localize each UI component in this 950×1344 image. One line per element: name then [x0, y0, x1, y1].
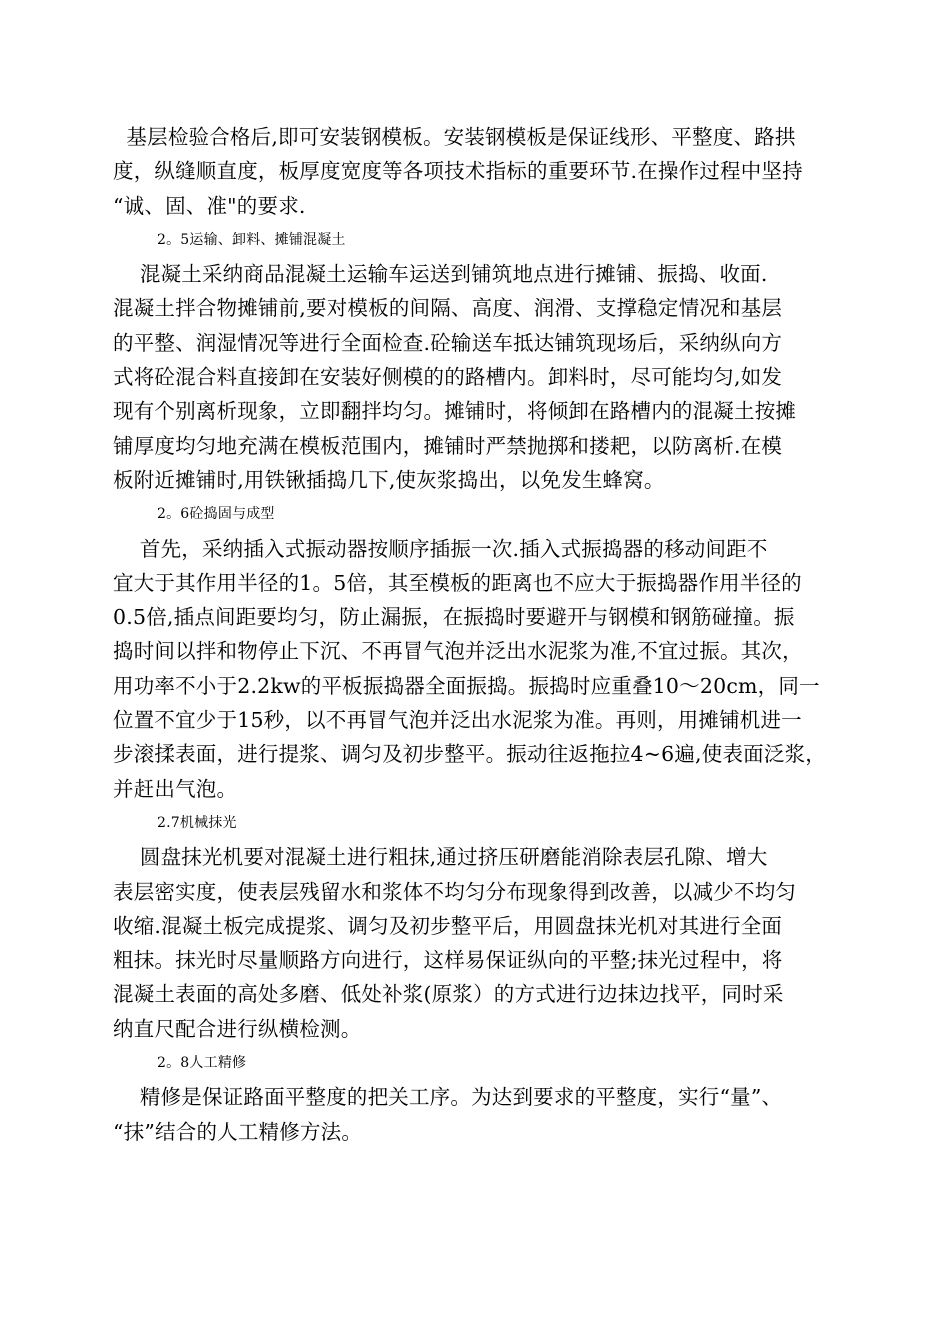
text-line: 收缩.混凝土板完成提浆、调匀及初步整平后，用圆盘抹光机对其进行全面	[113, 913, 783, 938]
text-line: 圆盘抹光机要对混凝土进行粗抹,通过挤压研磨能消除表层孔隙、增大	[113, 845, 768, 870]
text-line: “诚、固、准"的要求.	[113, 193, 306, 218]
section-heading: 2。8人工精修	[157, 1055, 247, 1072]
text-line: 0.5倍,插点间距要均匀，防止漏振，在振捣时要避开与钢模和钢筋碰撞。振	[113, 605, 795, 630]
text-line: 位置不宜少于15秒，以不再冒气泡并泛出水泥浆为准。再则，用摊铺机进一	[113, 708, 802, 733]
text-line: 精修是保证路面平整度的把关工序。为达到要求的平整度，实行“量”、	[113, 1085, 783, 1110]
text-line: 宜大于其作用半径的1。5倍，其至模板的距离也不应大于振捣器作用半径的	[113, 570, 802, 595]
text-line: 首先，采纳插入式振动器按顺序插振一次.插入式振捣器的移动间距不	[113, 536, 768, 561]
text-line: 捣时间以拌和物停止下沉、不再冒气泡并泛出水泥浆为准,不宜过振。其次，	[113, 639, 803, 664]
text-line: 的平整、润湿情况等进行全面检查.砼输送车抵达铺筑现场后，采纳纵向方	[113, 330, 783, 355]
text-line: 粗抹。抹光时尽量顺路方向进行，这样易保证纵向的平整;抹光过程中，将	[113, 948, 783, 973]
section-heading: 2.7机械抹光	[157, 814, 237, 831]
text-line: 用功率不小于2.2kw的平板振捣器全面振捣。振捣时应重叠10～20cm，同一	[113, 673, 820, 698]
section-heading: 2。6砼捣固与成型	[157, 506, 275, 523]
text-line: 步滚揉表面，进行提浆、调匀及初步整平。振动往返拖拉4~6遍,使表面泛浆，	[113, 742, 826, 767]
text-line: 铺厚度均匀地充满在模板范围内，摊铺时严禁抛掷和搂耙，以防离析.在模	[113, 433, 783, 458]
text-line: 度，纵缝顺直度，板厚度宽度等各项技术指标的重要环节.在操作过程中坚持	[113, 159, 803, 184]
text-line: 基层检验合格后,即可安装钢模板。安装钢模板是保证线形、平整度、路拱	[113, 125, 796, 149]
text-line: 混凝土采纳商品混凝土运输车运送到铺筑地点进行摊铺、振捣、收面.	[113, 262, 768, 287]
text-line: 混凝土表面的高处多磨、低处补浆(原浆）的方式进行边抹边找平，同时采	[113, 982, 784, 1007]
text-line: 现有个别离析现象，立即翻拌均匀。摊铺时，将倾卸在路槽内的混凝土按摊	[113, 399, 797, 424]
text-line: 表层密实度，使表层残留水和浆体不均匀分布现象得到改善，以减少不均匀	[113, 879, 797, 904]
text-line: “抹”结合的人工精修方法。	[113, 1119, 363, 1144]
text-line: 板附近摊铺时,用铁锹插捣几下,使灰浆捣出，以免发生蜂窝。	[113, 467, 665, 492]
text-line: 混凝土拌合物摊铺前,要对模板的间隔、高度、润滑、支撑稳定情况和基层	[113, 296, 783, 321]
text-line: 纳直尺配合进行纵横检测。	[113, 1016, 362, 1041]
text-line: 并赶出气泡。	[113, 776, 238, 801]
section-heading: 2。5运输、卸料、摊铺混凝土	[157, 231, 346, 248]
text-line: 式将砼混合料直接卸在安装好侧模的的路槽内。卸料时，尽可能均匀,如发	[113, 365, 783, 390]
document-body	[113, 120, 853, 1149]
